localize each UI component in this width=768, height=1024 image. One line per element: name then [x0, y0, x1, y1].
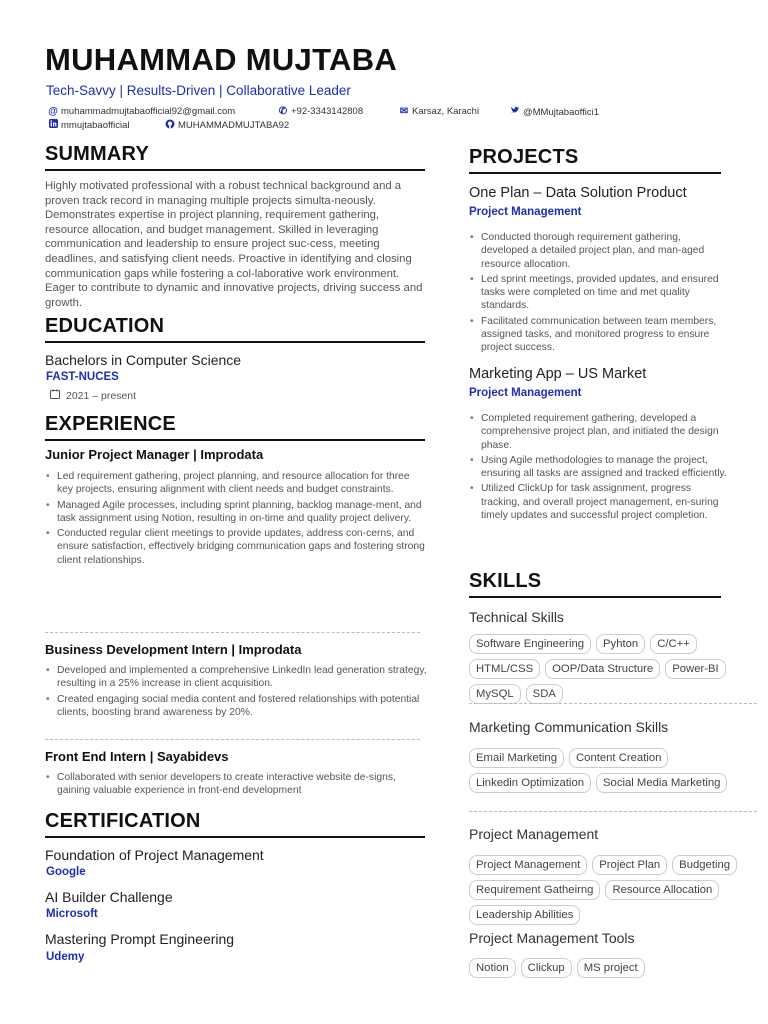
skill-tag: Requirement Gatheirng	[469, 880, 600, 900]
summary-heading: SUMMARY	[45, 143, 149, 165]
skill-group-title: Project Management	[469, 826, 599, 842]
list-item: • Using Agile methodologies to manage the project, ensuring all tasks are assigned and tracked efficiently.	[469, 454, 731, 481]
project-role: Project Management	[469, 206, 582, 218]
twitter-icon	[510, 106, 520, 118]
skill-tag: OOP/Data Structure	[545, 659, 660, 679]
job-title: Front End Intern | Sayabidevs	[45, 749, 229, 764]
cert-issuer: Google	[46, 866, 86, 878]
skill-tag: Clickup	[521, 958, 572, 978]
divider	[469, 811, 757, 812]
skill-tag: Notion	[469, 958, 516, 978]
phone-text: +92-3343142808	[291, 106, 364, 117]
cert-name: AI Builder Challenge	[45, 889, 173, 905]
education-school: FAST-NUCES	[46, 371, 119, 383]
contact-github[interactable]	[165, 119, 289, 132]
projects-rule	[469, 172, 721, 174]
skill-tag: Resource Allocation	[605, 880, 719, 900]
education-dates-row	[50, 389, 136, 402]
divider	[45, 739, 420, 740]
contact-phone[interactable]	[278, 106, 363, 117]
divider	[45, 632, 420, 633]
education-degree: Bachelors in Computer Science	[45, 352, 242, 368]
skill-tags	[469, 958, 764, 978]
at-icon: @	[48, 106, 58, 117]
certification-heading: CERTIFICATION	[45, 810, 201, 832]
linkedin-text: mmujtabaofficial	[61, 119, 130, 131]
calendar-icon	[50, 389, 60, 402]
list-item: • Led sprint meetings, provided updates, and ensured tasks were completed on time and met quality standards.	[469, 273, 731, 313]
job-bullets	[45, 771, 427, 800]
list-item: • Managed Agile processes, including sprint planning, backlog manage-ment, and task assignment using Notion, resulting in on-time and quality project delivery.	[45, 499, 427, 526]
project-title: Marketing App – US Market	[469, 366, 647, 382]
project-bullets	[469, 412, 731, 524]
skill-tag: Social Media Marketing	[596, 773, 727, 793]
skills-rule	[469, 596, 721, 598]
education-dates: 2021 – present	[66, 389, 137, 402]
certification-rule	[45, 836, 425, 838]
list-item: • Led requirement gathering, project planning, and resource allocation for three key projects, ensuring alignment with client needs and budget constraints.	[45, 470, 427, 497]
github-icon	[165, 119, 175, 132]
skill-group-title: Project Management Tools	[469, 930, 635, 946]
summary-text: Highly motivated professional with a robust technical background and a proven track record in managing multiple projects simulta-neously. Demonstrates expertise in project planning, requirement gathering, resource allocation, and budget management. Skilled in leveraging communication and leadership to ensure project suc-cess, meeting deadlines, and satisfying client needs. Proactive in identifying and closing communication gaps while fostering a col-laborative work environment. Eager to contribute to dynamic and innovative projects, driving success and growth.	[45, 180, 423, 309]
skill-tag: Budgeting	[672, 855, 737, 875]
experience-heading: EXPERIENCE	[45, 413, 176, 435]
skill-tags	[469, 855, 764, 925]
twitter-text: @MMujtabaoffici1	[523, 106, 599, 118]
skill-tag: Pyhton	[596, 634, 645, 654]
skill-tag: Project Management	[469, 855, 587, 875]
education-rule	[45, 341, 425, 343]
skill-tag: Power-BI	[665, 659, 725, 679]
github-text: MUHAMMADMUJTABA92	[178, 120, 290, 131]
project-title: One Plan – Data Solution Product	[469, 185, 687, 201]
cert-issuer: Udemy	[46, 951, 85, 963]
job-title: Junior Project Manager | Improdata	[45, 447, 264, 462]
job-bullets	[45, 470, 427, 569]
list-item: • Collaborated with senior developers to create interactive website de-signs, gaining valuable experience in front-end development	[45, 771, 427, 798]
phone-icon: ✆	[278, 106, 288, 117]
skill-tag: HTML/CSS	[469, 659, 540, 679]
list-item: • Utilized ClickUp for task assignment, progress tracking, and overall project management, en-suring timely updates and successful project completion.	[469, 482, 731, 522]
linkedin-icon	[48, 119, 58, 131]
skill-tag: MS project	[577, 958, 645, 978]
job-title: Business Development Intern | Improdata	[45, 642, 302, 657]
skill-tags	[469, 634, 764, 704]
contact-linkedin[interactable]	[48, 119, 129, 131]
education-heading: EDUCATION	[45, 315, 165, 337]
skill-tag: Content Creation	[569, 748, 668, 768]
skill-tag: Linkedin Optimization	[469, 773, 591, 793]
skill-tag: C/C++	[650, 634, 697, 654]
location-text: Karsaz, Karachi	[412, 106, 480, 117]
skill-tag: SDA	[526, 684, 563, 704]
skill-tag: Software Engineering	[469, 634, 591, 654]
project-bullets	[469, 231, 731, 357]
experience-rule	[45, 439, 425, 441]
skill-tag: Email Marketing	[469, 748, 564, 768]
skill-group-title: Technical Skills	[469, 609, 564, 625]
candidate-name: MUHAMMAD MUJTABA	[45, 42, 398, 77]
list-item: • Completed requirement gathering, developed a comprehensive project plan, and initiated the design phase.	[469, 412, 731, 452]
contact-location	[399, 106, 479, 117]
projects-heading: PROJECTS	[469, 146, 579, 168]
skill-tag: MySQL	[469, 684, 521, 704]
skill-group-title: Marketing Communication Skills	[469, 719, 669, 735]
contact-email[interactable]	[48, 106, 235, 117]
divider	[469, 703, 757, 704]
list-item: • Facilitated communication between team members, assigned tasks, and monitored progress to ensure project success.	[469, 315, 731, 355]
list-item: • Created engaging social media content and fostered relationships with potential clients, boosting brand awareness by 20%.	[45, 693, 427, 720]
email-text: muhammadmujtabaofficial92@gmail.com	[61, 106, 236, 117]
skill-tags	[469, 748, 764, 793]
skills-heading: SKILLS	[469, 570, 542, 592]
tagline: Tech-Savvy | Results-Driven | Collaborative Leader	[46, 83, 351, 98]
list-item: • Conducted thorough requirement gathering, developed a detailed project plan, and man-aged resource allocation.	[469, 231, 731, 271]
skill-tag: Leadership Abilities	[469, 905, 580, 925]
cert-name: Mastering Prompt Engineering	[45, 931, 235, 947]
job-bullets	[45, 664, 427, 721]
skill-tag: Project Plan	[592, 855, 667, 875]
summary-rule	[45, 169, 425, 171]
cert-name: Foundation of Project Management	[45, 847, 264, 863]
envelope-icon: ✉	[399, 106, 409, 117]
contact-twitter[interactable]	[510, 106, 599, 118]
list-item: • Conducted regular client meetings to provide updates, address con-cerns, and ensure satisfaction, effectively bridging communication gaps and fostering strong client relationships.	[45, 527, 427, 567]
project-role: Project Management	[469, 387, 582, 399]
list-item: • Developed and implemented a comprehensive LinkedIn lead generation strategy, resulting in a 25% increase in client acquisition.	[45, 664, 427, 691]
cert-issuer: Microsoft	[46, 908, 98, 920]
